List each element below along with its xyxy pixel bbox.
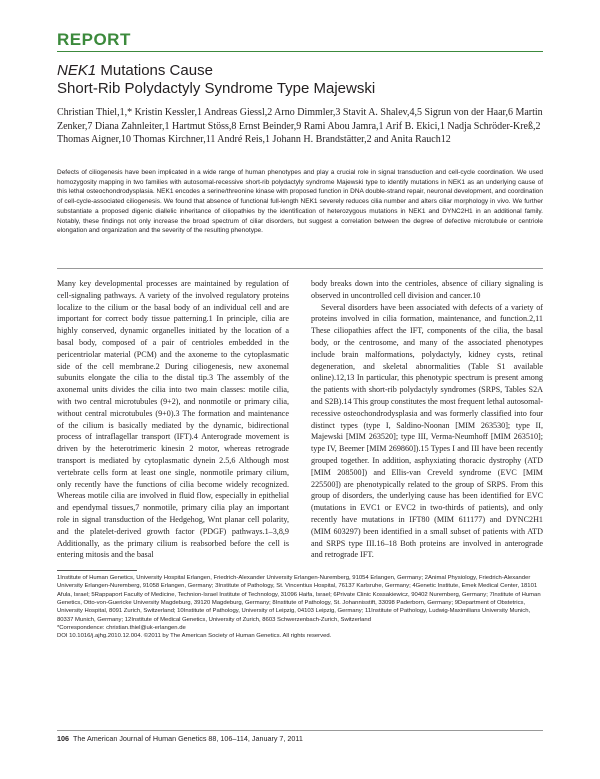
affiliations-block xyxy=(57,574,543,641)
footer-rule xyxy=(57,730,543,731)
page-footer xyxy=(57,734,303,743)
journal-citation: The American Journal of Human Genetics 88, 106–114, January 7, 2011 xyxy=(73,734,303,743)
section-label: REPORT xyxy=(57,30,131,49)
correspondence[interactable]: *Correspondence: christian.thiel@uk-erlangen.de xyxy=(57,625,186,632)
page-number: 106 xyxy=(57,734,69,743)
footnote-rule xyxy=(57,570,137,571)
abstract: Defects of ciliogenesis have been implicated in a wide range of human phenotypes and play a crucial role in signal transduction and cell-cycle coordination. We used homozygosity mapping in two families with autosomal-recessive short-rib polydactyly syndrome Majewski type to identify mutations in NEK1 as an underlying cause of this lethal osteochondrodysplasia. NEK1 encodes a serine/threonine kinase with proposed function in DNA double-strand repair, neuronal development, and coordination of cell-cycle-associated ciliogenesis. We found that absence of functional full-length NEK1 severely reduces cilia number and alters ciliar morphology in vivo. We further substantiate a proposed digenic diallelic inheritance of ciliopathies by the identification of heterozygous mutations in NEK1 and DYNC2H1 in an additional family. Notably, these findings not only increase the broad spectrum of ciliar disorders, but suggest a correlation between the degree of defective microtubule or centriole elongation and organization and the severity of the resulting phenotype. xyxy=(57,169,543,235)
body-paragraph: body breaks down into the centrioles, absence of ciliary signaling is observed in uncontrolled cell division and cancer.10 xyxy=(311,279,543,300)
header-rule xyxy=(57,51,543,52)
title-line2: Short-Rib Polydactyly Syndrome Type Majewski xyxy=(57,80,376,97)
body-column-left xyxy=(57,278,289,561)
affiliations: 1Institute of Human Genetics, University Hospital Erlangen, Friedrich-Alexander University Erlangen-Nuremberg, 91054 Erlangen, Germany; 2Animal Physiology, Friedrich-Alexander University Erlangen-Nuremberg, 91058 Erlangen, Germany; 3Institute of Pathology, St. Vincentius Hospital, 76137 Karlsruhe, Germany; 4Genetic Institute, Emek Medical Center, 18101 Afula, Israel; 5Rappaport Faculty of Medicine, Technion-Israel Institute of Technology, 31096 Haifa, Israel; 6Private Clinic Kossakiewicz, 90402 Nuremberg, Germany; 7Institute of Human Genetics, Otto-von-Guericke University Magdeburg, 39120 Magdeburg, Germany; 8Institute of Pathology, St. Johannisstift, 33098 Paderborn, Germany; 9Department of Obstetrics, University Hospital, 8091 Zurich, Switzerland; 10Institute of Pathology, University of Leipzig, 04103 Leipzig, Germany; 11Institute of Pathology, Ludwig-Maximilians University Munich, 80337 Munich, Germany; 12Institute of Medical Genetics, University of Zurich, 8603 Schwerzenbach-Zurich, Switzerland xyxy=(57,575,541,623)
abstract-rule xyxy=(57,268,543,269)
author-list: Christian Thiel,1,* Kristin Kessler,1 Andreas Giessl,2 Arno Dimmler,3 Stavit A. Shalev,4,5 Sigrun von der Haar,6 Martin Zenker,7 Diana Zahnleiter,1 Hartmut Stöss,8 Ernst Beinder,9 Rami Abou Jamra,1 Arif B. Ekici,1 Nadja Schröder-Kreß,2 Thomas Aigner,10 Thomas Kirchner,11 André Reis,1 Johann H. Brandstätter,2 and Anita Rauch12 xyxy=(57,107,543,146)
body-paragraph: Many key developmental processes are maintained by regulation of cell-signaling pathways. A variety of the involved regulatory proteins localize to the cilium or the basal body of an individual cell and are important for correct body tissue patterning.1 In principle, cilia are highly conserved, dynamic organelles initiated by the location of a basal body, composed of a pair of centrioles embedded in the pericentriolar material (PCM) and the axoneme to the cytoplasmatic side of the cell membrane.2 During ciliogenesis, new axonemal subunits elongate the cilia to the distal tip.3 The assembly of the axonemal units divides the cilia into two main classes: motile cilia, with two central microtubules (9+2), and nonmotile or primary cilia, without central microtubules (9+0).3 The formation and maintenance of the cilium is basically mediated by the dynamic, bidirectional process of intraflagellar transport (IFT).4 Anterograde movement is driven by the heterotrimeric kinesin 2 motor, whereas retrograde transport is mediated by cytoplasmatic dynein 2.5,6 Although most vertebrate cells form at least one single, nonmotile primary cilium, only recently have the functions of cilia become widely recognized. Whereas motile cilia are involved in fluid flow, especially in epithelial and ependymal tissues,7 nonmotile, primary cilia play an important role in signal transduction of the Hedgehog, Wnt planar cell polarity, and the platelet-derived growth factor (PDGF) pathways.1–3,8,9 Additionally, as the primary cilium is reabsorbed before the cell is entering mitosis and the basal xyxy=(57,279,289,560)
doi-line[interactable]: DOI 10.1016/j.ajhg.2010.12.004. ©2011 by The American Society of Human Genetics. All rights reserved. xyxy=(57,633,332,640)
body-paragraph: Several disorders have been associated with defects of a variety of proteins involved in cilia formation, maintenance, and function.2,11 These ciliopathies affect the IFT, components of the cilia, the basal body, or the centrosome, and many of the associated phenotypes include brain malformations, polydactyly, kidney cysts, retinal degeneration, and skeletal abnormalities (Table S1 available online).12,13 In particular, this phenotypic spectrum is present among the patients with short-rib polydactyly syndromes (SRPS, Tables S2A and S2B).14 This group constitutes the most frequent lethal autosomal-recessive osteochondrodysplasia and was formerly classified into four distinct types (type I, Saldino-Noonan [MIM 263530]; type II, Majewski [MIM 263520]; type III, Verma-Neumhoff [MIM 263510]; type IV, Beemer [MIM 269860]).15 Types I and III have been recently grouped together. In addition, asphyxiating thoracic dystrophy (ATD [MIM 208500]) and Ellis-van Creveld syndrome (EVC [MIM 225500]) are phenotypically related to the group of SRPS. From this group of disorders, the underlying cause has been identified for EVC (mutations in EVC1 or EVC2 in two-thirds of patients), and only recently have mutations in IFT80 (MIM 611177) and DYNC2H1 (MIM 603297) been identified in a small subset of patients with ATD and SRPS type III.16–18 Both proteins are involved in anterograde and retrograde IFT. xyxy=(311,302,543,560)
title-line1: Mutations Cause xyxy=(96,62,213,79)
article-title xyxy=(57,62,537,98)
body-column-right xyxy=(311,278,543,561)
title-gene: NEK1 xyxy=(57,62,97,79)
